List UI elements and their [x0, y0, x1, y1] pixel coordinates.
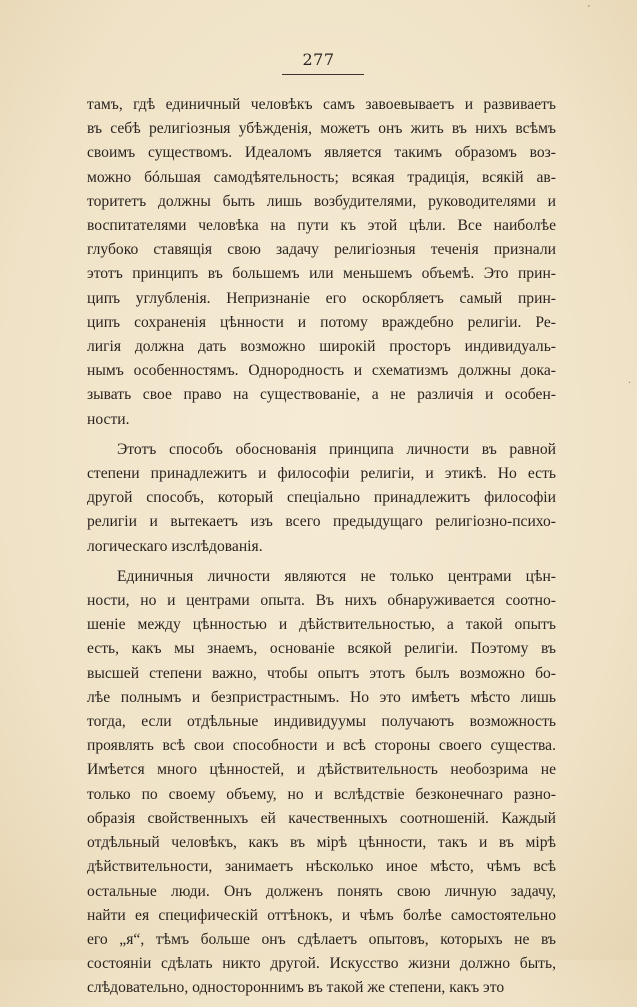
- text-line: шеніе между цѣнностью и дѣйствительностью, а такой опытъ: [87, 616, 556, 634]
- text-line: ципъ сохраненія цѣнности и потому враждебно религіи. Ре-: [87, 313, 556, 331]
- text-line: тамъ, гдѣ единичный человѣкъ самъ завоевываетъ и развиваетъ: [87, 96, 556, 113]
- text-line: глубоко ставящія свою задачу религіозныя теченія признали: [87, 241, 556, 259]
- paragraph: [87, 93, 556, 432]
- corner-mark: ˊ: [585, 4, 591, 17]
- page-number: 277: [302, 50, 335, 69]
- text-line: нымъ особенностямъ. Однородность и схематизмъ должны дока-: [87, 362, 556, 380]
- text-line: тогда, если отдѣльные индивидуумы получаютъ возможность: [87, 713, 556, 731]
- text-line: лѣе полнымъ и безпристрастнымъ. Но это имѣетъ мѣсто лишь: [87, 688, 556, 706]
- text-line: Этотъ способъ обоснованія принципа личности въ равной: [117, 440, 556, 458]
- text-line: образія свойственныхъ ей качественныхъ соотношеній. Каждый: [87, 809, 556, 827]
- text-line: Единичныя личности являются не только центрами цѣн-: [117, 567, 556, 585]
- text-line: ности, но и центрами опыта. Въ нихъ обнаруживается соотно-: [87, 592, 556, 610]
- paragraph: [87, 438, 556, 559]
- text-line: можно бóльшая самодѣятельность; всякая традиція, всякій ав-: [87, 168, 556, 186]
- text-line: въ себѣ религіозныя убѣжденія, можетъ онъ жить въ нихъ всѣмъ: [87, 120, 556, 138]
- text-line: религіи и вытекаетъ изъ всего предыдущаго религіозно-психо-: [87, 513, 556, 531]
- margin-mark: ·: [627, 378, 631, 389]
- text-line: ности.: [87, 410, 130, 428]
- text-line: только по своему объему, но и вслѣдствіе безконечнаго разно-: [87, 785, 556, 803]
- text-line: отдѣльный человѣкъ, какъ въ мірѣ цѣнности, такъ и въ мірѣ: [87, 834, 556, 852]
- text-line: торитетъ должны быть лишь возбудителями, руководителями и: [87, 192, 556, 210]
- text-line: этотъ принципъ въ большемъ или меньшемъ объемѣ. Это прин-: [87, 265, 556, 283]
- text-line: состояніи сдѣлать никто другой. Искусство жизни должно быть,: [87, 955, 556, 973]
- text-line: Имѣется много цѣнностей, и дѣйствительность необозрима не: [87, 761, 556, 779]
- text-line: зывать свое право на существованіе, а не различія и особен-: [87, 386, 556, 404]
- text-line: есть, какъ мы знаемъ, основаніе всякой религіи. Поэтому въ: [87, 640, 556, 658]
- text-line: высшей степени важно, чтобы опытъ этотъ былъ возможно бо-: [87, 664, 556, 682]
- text-body: [87, 93, 556, 1007]
- text-line: другой способъ, который спеціально принадлежитъ философіи: [87, 489, 556, 507]
- text-line: слѣдовательно, одностороннимъ въ такой же степени, какъ это: [87, 979, 505, 997]
- text-line: своимъ существомъ. Идеаломъ является такимъ образомъ воз-: [87, 144, 556, 162]
- text-line: степени принадлежитъ и философіи религіи, и этикѣ. Но есть: [87, 465, 556, 483]
- text-line: дѣйствительности, занимаетъ нѣсколько иное мѣсто, чѣмъ всѣ: [87, 858, 556, 876]
- text-line: логическаго изслѣдованія.: [87, 537, 263, 555]
- text-line: ципъ углубленія. Непризнаніе его оскорбляетъ самый прин-: [87, 289, 556, 307]
- text-line: найти ея специфическій оттѣнокъ, и чѣмъ болѣе самостоятельно: [87, 906, 556, 924]
- paragraph: [87, 565, 556, 1001]
- text-line: остальные люди. Онъ долженъ понять свою личную задачу,: [87, 882, 556, 900]
- text-line: проявлять всѣ свои способности и всѣ стороны своего существа.: [87, 737, 556, 755]
- text-line: его „я“, тѣмъ больше онъ сдѣлаетъ опытовъ, которыхъ не въ: [87, 930, 556, 948]
- header-rule: [282, 74, 364, 75]
- text-line: лигія должна дать возможно широкій просторъ индивидуаль-: [87, 338, 556, 356]
- text-line: воспитателями человѣка на пути къ этой цѣли. Все наиболѣе: [87, 217, 556, 235]
